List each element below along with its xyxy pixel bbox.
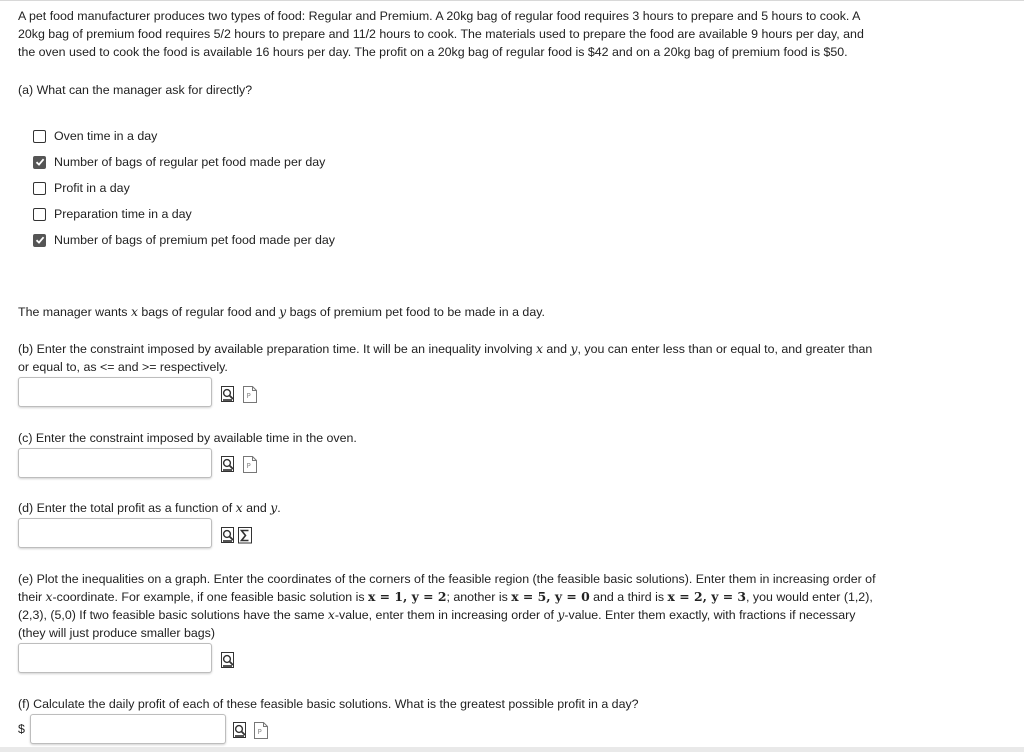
math-y: y — [270, 500, 278, 515]
check-icon — [35, 235, 45, 245]
text: The manager wants — [18, 305, 131, 319]
option-label: Number of bags of premium pet food made per day — [54, 233, 336, 247]
part-d-answer-input[interactable] — [18, 518, 212, 548]
part-c-question: (c) Enter the constraint imposed by available time in the oven. — [18, 431, 357, 445]
part-a-options — [33, 123, 335, 253]
part-c-answer-input[interactable] — [18, 448, 212, 478]
option-label: Profit in a day — [54, 181, 130, 195]
math-y: y — [279, 304, 287, 319]
help-page-icon[interactable] — [243, 386, 258, 403]
text: -value, enter them in increasing order of — [334, 608, 558, 622]
text: and a third is — [589, 590, 668, 604]
option-label: Oven time in a day — [54, 129, 158, 143]
help-page-icon[interactable] — [254, 722, 269, 739]
option-oven-time[interactable] — [33, 123, 335, 149]
text: (d) Enter the total profit as a function of — [18, 501, 236, 515]
preview-icon[interactable] — [221, 527, 236, 544]
math-y: y — [557, 607, 565, 622]
part-e-question — [18, 570, 958, 642]
text: -coordinate. For example, if one feasible basic solution is — [52, 590, 368, 604]
math-x: x — [235, 500, 243, 515]
text: , you would enter (1,2), — [746, 590, 873, 604]
check-icon — [35, 157, 45, 167]
part-a-question: (a) What can the manager ask for directly? — [18, 83, 253, 97]
text: (2,3), (5,0) If two feasible basic solutions have the same — [18, 608, 328, 622]
checkbox-profit[interactable] — [33, 182, 46, 195]
preview-icon[interactable] — [233, 722, 248, 739]
svg-text:P: P — [246, 392, 251, 400]
option-label: Number of bags of regular pet food made per day — [54, 155, 326, 169]
svg-text:P: P — [257, 728, 262, 736]
manager-statement — [18, 303, 958, 321]
checkbox-regular-bags[interactable] — [33, 156, 46, 169]
option-label: Preparation time in a day — [54, 207, 192, 221]
option-preparation-time[interactable] — [33, 201, 335, 227]
preview-icon[interactable] — [221, 386, 236, 403]
math-x: x — [535, 341, 543, 356]
text: -value. Enter them exactly, with fractions if necessary — [564, 608, 856, 622]
svg-text:P: P — [246, 462, 251, 470]
math-expression: x = 2, y = 3 — [667, 589, 747, 604]
preview-icon[interactable] — [221, 456, 236, 473]
text: their — [18, 590, 46, 604]
math-y: y — [570, 341, 578, 356]
part-f-answer-input[interactable] — [30, 714, 226, 744]
checkbox-preparation-time[interactable] — [33, 208, 46, 221]
math-x: x — [327, 607, 335, 622]
text: (e) Plot the inequalities on a graph. Enter the coordinates of the corners of the feasible region (the feasible basic solutions). Enter them in increasing order of — [18, 572, 876, 586]
intro-line-1: A pet food manufacturer produces two types of food: Regular and Premium. A 20kg bag of regular food requires 3 hours to prepare and 5 hours to cook. A — [18, 9, 861, 23]
math-expression: x = 1, y = 2 — [367, 589, 447, 604]
text: . — [277, 501, 281, 515]
option-premium-bags[interactable] — [33, 227, 335, 253]
text: and — [242, 501, 271, 515]
text: bags of regular food and — [137, 305, 280, 319]
preview-icon[interactable] — [221, 652, 236, 669]
bottom-scrollbar-strip — [0, 747, 1024, 752]
checkbox-oven-time[interactable] — [33, 130, 46, 143]
text: , you can enter less than or equal to, and greater than — [577, 342, 873, 356]
math-expression: x = 5, y = 0 — [511, 589, 590, 604]
text: bags of premium pet food to be made in a day. — [286, 305, 545, 319]
text: (they will just produce smaller bags) — [18, 626, 215, 640]
text: or equal to, as <= and >= respectively. — [18, 360, 228, 374]
math-x: x — [130, 304, 138, 319]
part-b-answer-input[interactable] — [18, 377, 212, 407]
option-profit[interactable] — [33, 175, 335, 201]
part-e-answer-input[interactable] — [18, 643, 212, 673]
help-page-icon[interactable] — [243, 456, 258, 473]
intro-line-3: the oven used to cook the food is available 16 hours per day. The profit on a 20kg bag of regular food is $42 and on a 20kg bag of premium food is $50. — [18, 45, 848, 59]
part-d-question — [18, 499, 958, 517]
text: (b) Enter the constraint imposed by available preparation time. It will be an inequality involving — [18, 342, 536, 356]
part-f-question: (f) Calculate the daily profit of each of these feasible basic solutions. What is the greatest possible profit in a day? — [18, 697, 639, 711]
option-regular-bags[interactable] — [33, 149, 335, 175]
sigma-help-icon[interactable] — [238, 527, 253, 544]
intro-line-2: 20kg bag of premium food requires 5/2 hours to prepare and 11/2 hours to cook. The materials used to prepare the food are available 9 hours per day, and — [18, 27, 864, 41]
part-b-question — [18, 340, 958, 376]
text: ; another is — [446, 590, 512, 604]
checkbox-premium-bags[interactable] — [33, 234, 46, 247]
math-x: x — [45, 589, 53, 604]
problem-intro — [18, 7, 958, 61]
currency-symbol: $ — [18, 722, 25, 736]
text: and — [542, 342, 571, 356]
